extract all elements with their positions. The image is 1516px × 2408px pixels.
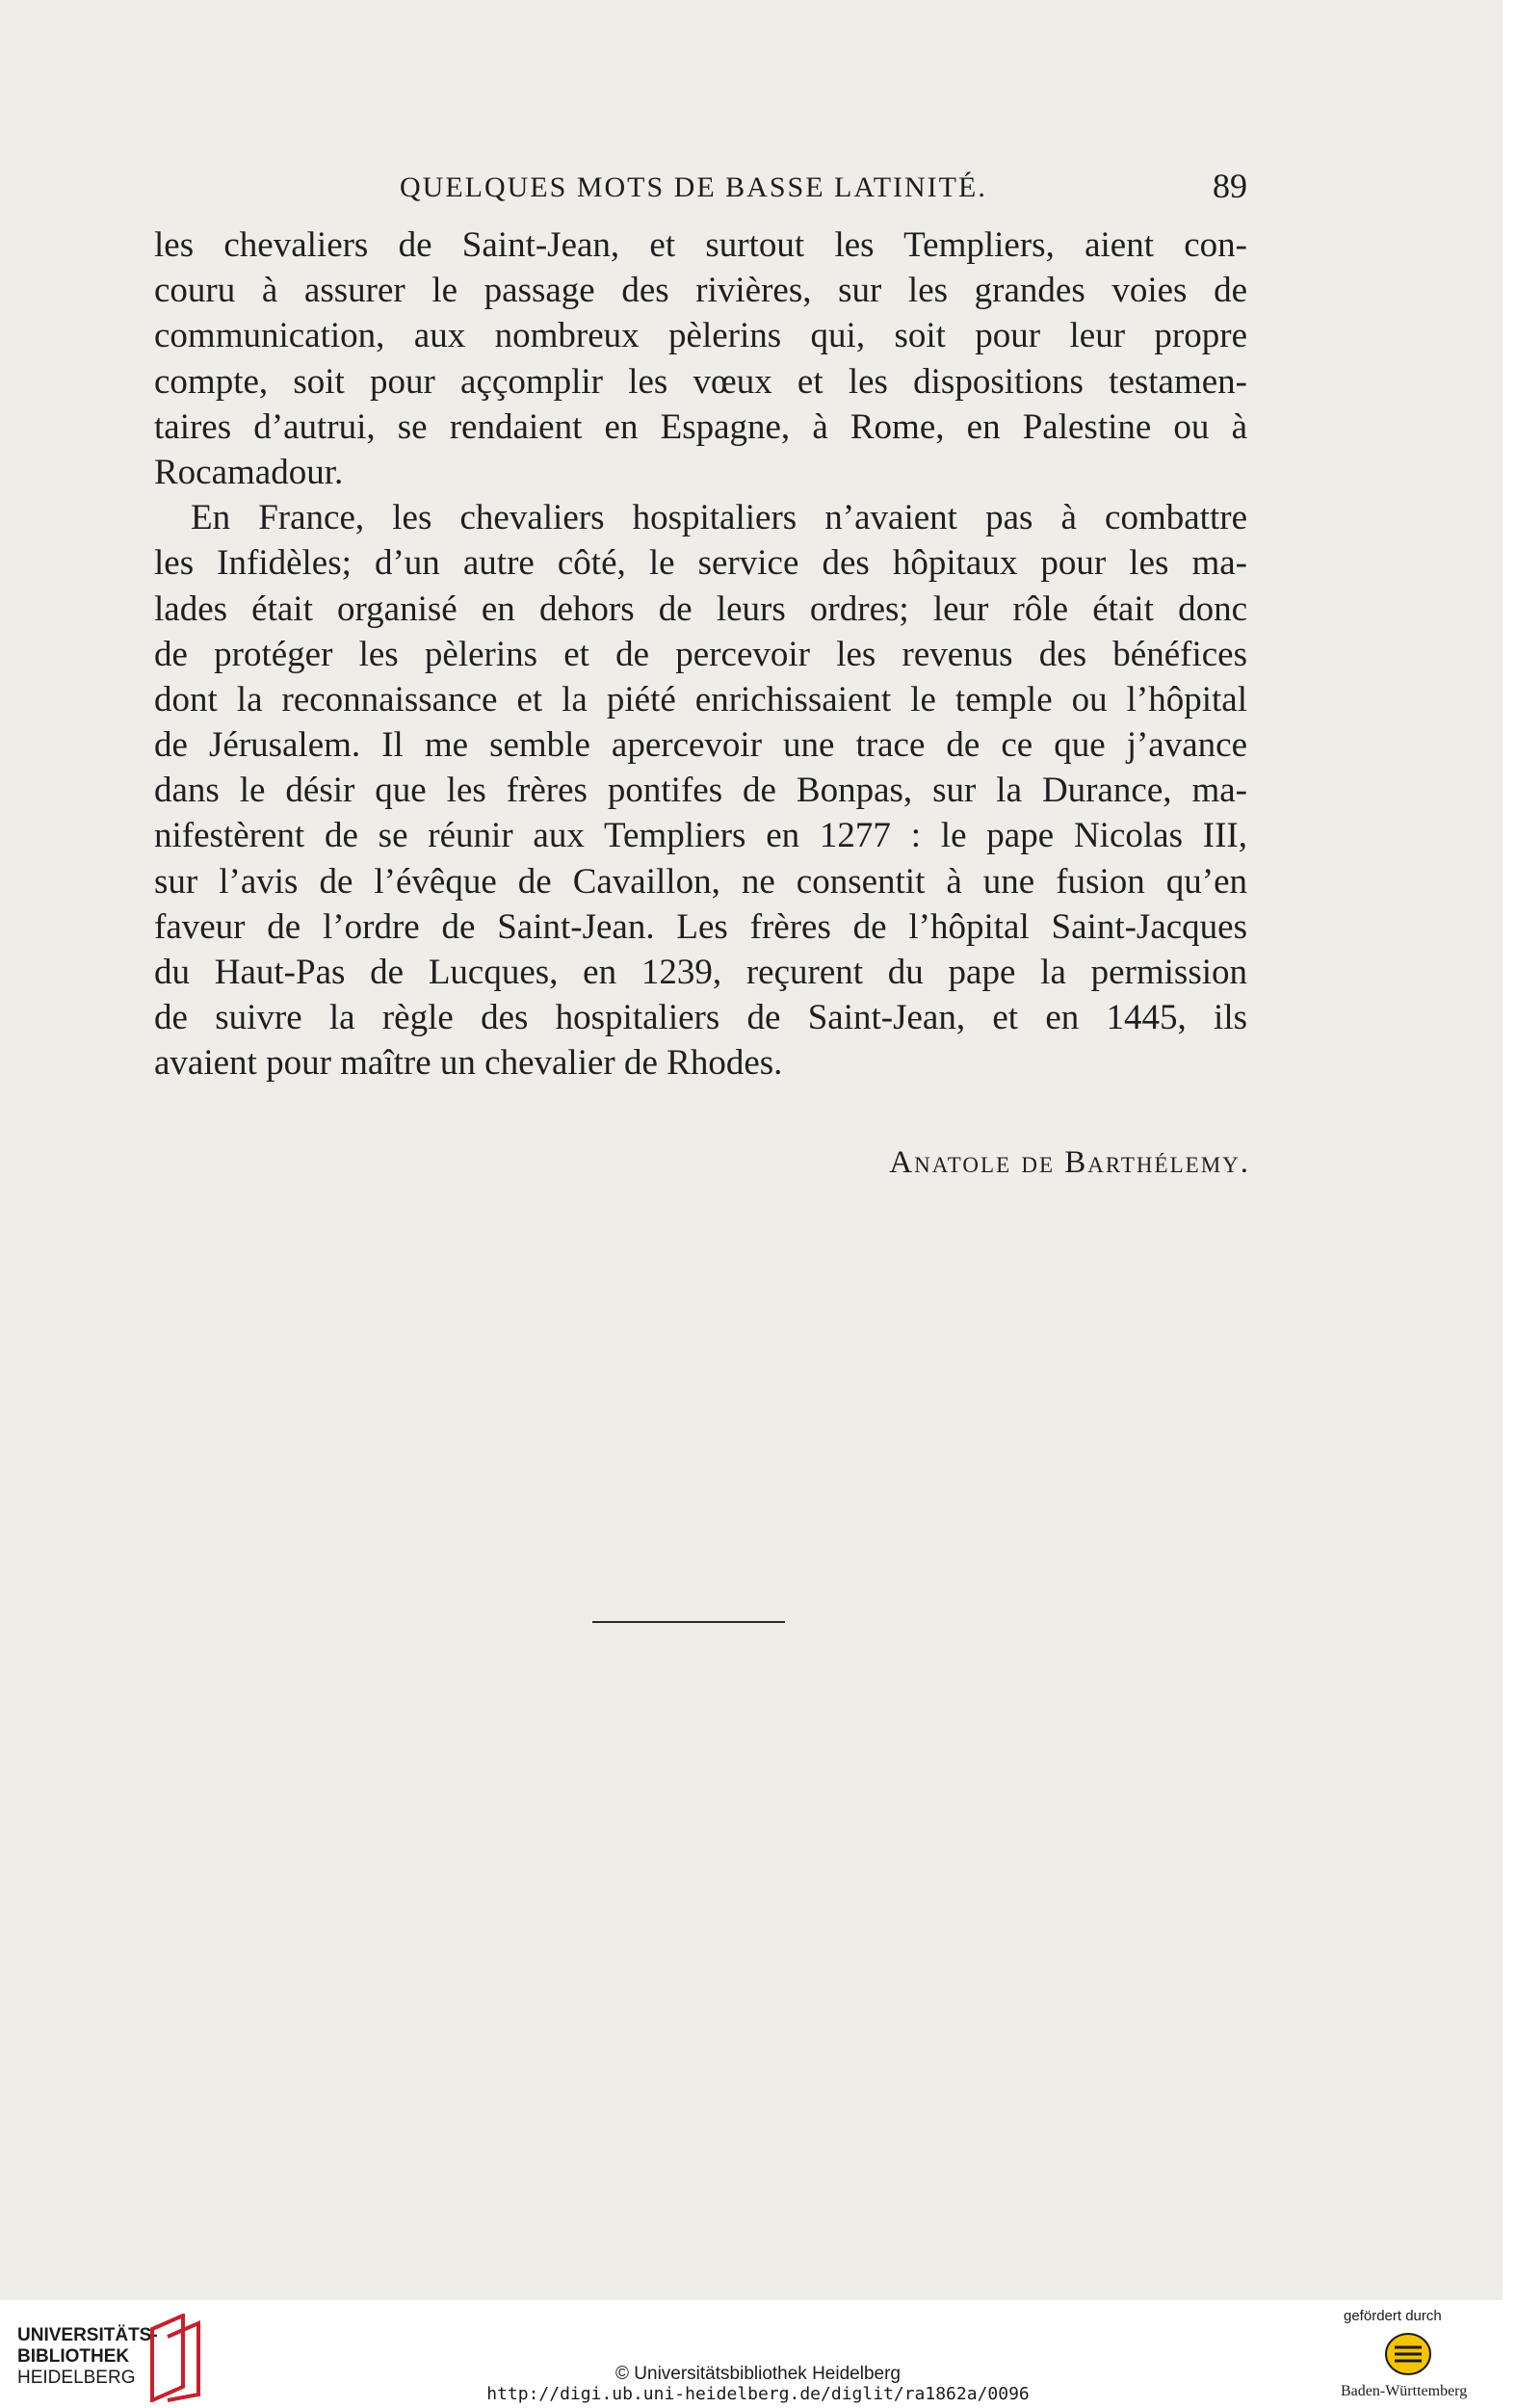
text-line: En France, les chevaliers hospitaliers n’avaient pas à combattre	[191, 498, 1247, 538]
copyright-notice: © Universitätsbibliothek Heidelberg	[615, 2364, 901, 2384]
text-line: du Haut-Pas de Lucques, en 1239, reçurent du pape la permission	[154, 953, 1247, 992]
author-signature: Anatole de Barthélemy.	[889, 1145, 1250, 1180]
state-emblem-icon	[1384, 2331, 1432, 2377]
text-line: lades était organisé en dehors de leurs ordres; leur rôle était donc	[154, 589, 1247, 629]
text-line: de suivre la règle des hospitaliers de Saint-Jean, et en 1445, ils	[154, 998, 1247, 1038]
text-line: sur l’avis de l’évêque de Cavaillon, ne consentit à une fusion qu’en	[154, 861, 1247, 902]
text-line: de Jérusalem. Il me semble apercevoir une trace de ce que j’avance	[154, 725, 1247, 766]
text-line: faveur de l’ordre de Saint-Jean. Les frères de l’hôpital Saint-Jacques	[154, 906, 1247, 947]
running-title: QUELQUES MOTS DE BASSE LATINITÉ.	[400, 171, 987, 203]
end-rule	[592, 1621, 785, 1623]
sponsor-name: Baden-Württemberg	[1341, 2383, 1468, 2399]
viewer-footer	[0, 2300, 1516, 2408]
paragraph-2	[154, 495, 1247, 1086]
text-line: avaient pour maître un chevalier de Rhodes.	[154, 1043, 783, 1084]
body-text	[154, 222, 1247, 1086]
text-line: dans le désir que les frères pontifes de Bonpas, sur la Durance, ma-	[154, 771, 1247, 811]
page-header	[154, 166, 1247, 214]
text-line: les Infidèles; d’un autre côté, le service des hôpitaux pour les ma-	[154, 543, 1247, 584]
text-line: de protéger les pèlerins et de percevoir les revenus des bénéfices	[154, 634, 1247, 674]
text-line: dont la reconnaissance et la piété enrichissaient le temple ou l’hôpital	[154, 679, 1247, 720]
permalink[interactable]: http://digi.ub.uni-heidelberg.de/diglit/ra1862a/0096	[486, 2384, 1030, 2404]
text-line: couru à assurer le passage des rivières, sur les grandes voies de	[154, 271, 1247, 311]
paragraph-1	[154, 222, 1247, 495]
sponsor-label: gefördert durch	[1344, 2308, 1442, 2324]
text-line: les chevaliers de Saint-Jean, et surtout les Templiers, aient con-	[154, 225, 1247, 265]
text-line: taires d’autrui, se rendaient en Espagne, à Rome, en Palestine ou à	[154, 406, 1247, 447]
text-line: Rocamadour.	[154, 452, 344, 492]
library-name-line: BIBLIOTHEK	[17, 2346, 130, 2367]
text-line: nifestèrent de se réunir aux Templiers en 1277 : le pape Nicolas III,	[154, 816, 1247, 856]
library-name-line: HEIDELBERG	[17, 2368, 136, 2388]
text-line: communication, aux nombreux pèlerins qui, soit pour leur propre	[154, 316, 1247, 356]
page-number: 89	[1213, 167, 1247, 205]
text-line: compte, soit pour aççomplir les vœux et les dispositions testamen-	[154, 361, 1247, 402]
library-name-line: UNIVERSITÄTS-	[17, 2325, 158, 2345]
